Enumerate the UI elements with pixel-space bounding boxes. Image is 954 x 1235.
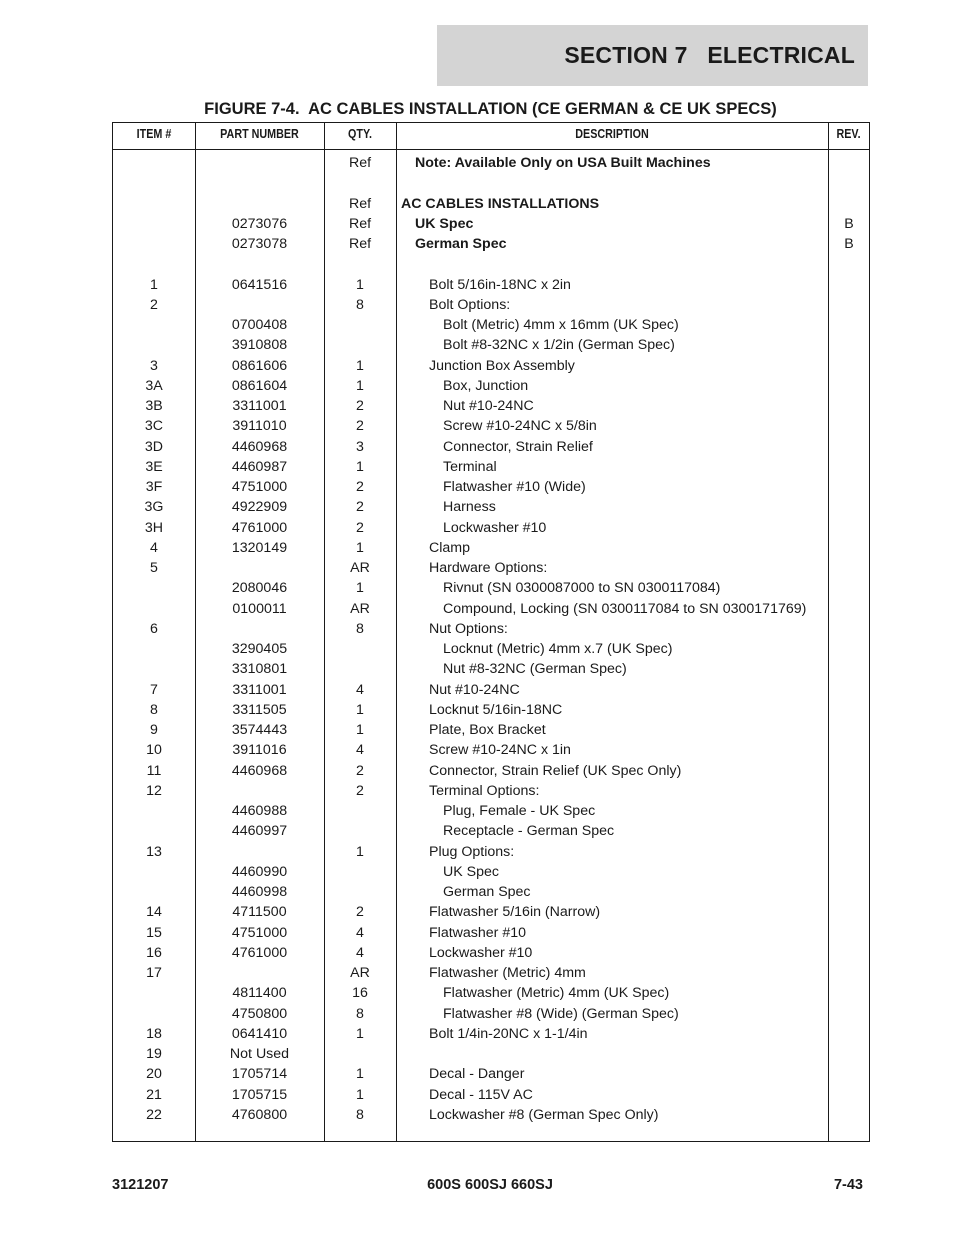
table-row [113, 214, 869, 234]
item-number-cell: 12 [146, 782, 162, 799]
table-row [113, 1024, 869, 1044]
quantity-cell: 2 [356, 479, 364, 495]
quantity-cell: 1 [356, 722, 364, 738]
description-cell: Decal - Danger [429, 1066, 525, 1083]
section-title: SECTION 7 ELECTRICAL [564, 42, 855, 68]
quantity-cell: 1 [356, 539, 364, 556]
table-row [113, 619, 869, 639]
quantity-cell: 2 [356, 904, 364, 921]
description-cell: Flatwasher (Metric) 4mm (UK Spec) [443, 985, 670, 1002]
item-number-cell: 3 [150, 357, 158, 374]
description-cell: Screw #10-24NC x 5/8in [443, 418, 597, 435]
item-number-cell: 3F [145, 479, 163, 495]
description-cell: Flatwasher #10 [429, 924, 526, 941]
quantity-cell: 2 [356, 519, 364, 536]
part-number-cell: 1320149 [231, 539, 288, 556]
description-cell: Nut Options: [429, 620, 508, 637]
description-cell: Flatwasher #8 (Wide) (German Spec) [443, 1005, 679, 1022]
table-row [113, 457, 869, 477]
item-number-cell: 15 [146, 924, 162, 941]
part-number-cell: 4760800 [231, 1106, 288, 1123]
part-number-cell: 3290405 [231, 641, 288, 657]
part-number-cell: 3311001 [232, 681, 287, 698]
description-cell: Terminal [443, 458, 497, 475]
quantity-cell: 1 [356, 580, 364, 597]
part-number-cell: 4751000 [231, 924, 288, 941]
model-numbers: 600S 600SJ 660SJ [427, 1177, 553, 1193]
table-row [113, 497, 869, 517]
part-number-cell: Not Used [229, 1046, 290, 1062]
header-rev: REV. [836, 127, 861, 141]
doc-number: 3121207 [112, 1177, 169, 1193]
revision-cell: B [844, 215, 854, 232]
part-number-cell: 3911016 [232, 742, 287, 759]
part-number-cell: 4460968 [231, 762, 288, 779]
quantity-cell: 4 [356, 924, 364, 941]
description-cell: Connector, Strain Relief (UK Spec Only) [429, 762, 682, 779]
table-row [113, 558, 869, 578]
description-cell: AC CABLES INSTALLATIONS [401, 195, 600, 212]
table-row [113, 1105, 869, 1125]
quantity-cell: 2 [356, 499, 364, 516]
table-row [113, 1044, 869, 1064]
item-number-cell: 11 [146, 762, 162, 779]
description-cell: Box, Junction [443, 377, 529, 394]
quantity-cell: 16 [352, 985, 368, 1002]
description-cell: Lockwasher #8 (German Spec Only) [429, 1106, 659, 1123]
table-row [113, 761, 869, 781]
description-cell: Bolt #8-32NC x 1/2in (German Spec) [443, 337, 675, 354]
item-number-cell: 5 [150, 560, 158, 576]
part-number-cell: 4761000 [231, 519, 288, 536]
part-number-cell: 0273076 [231, 215, 288, 232]
table-row [113, 680, 869, 700]
part-number-cell: 3574443 [231, 722, 288, 738]
description-cell: Compound, Locking (SN 0300117084 to SN 0300171769) [443, 600, 807, 617]
description-cell: Note: Available Only on USA Built Machines [415, 155, 711, 171]
quantity-cell: 8 [356, 1106, 364, 1123]
part-number-cell: 4751000 [231, 479, 288, 495]
description-cell: German Spec [415, 236, 507, 252]
item-number-cell: 17 [146, 965, 162, 981]
item-number-cell: 3H [144, 519, 164, 536]
description-cell: Hardware Options: [429, 560, 548, 576]
table-row [113, 599, 869, 619]
part-number-cell: 4750800 [231, 1005, 288, 1022]
quantity-cell: Ref [348, 155, 372, 171]
section-banner [437, 25, 868, 86]
table-row [113, 396, 869, 416]
part-number-cell: 4460990 [231, 863, 288, 880]
table-row [113, 801, 869, 821]
item-number-cell: 10 [146, 742, 162, 759]
table-row [113, 477, 869, 497]
quantity-cell: 2 [356, 762, 364, 779]
item-number-cell: 3B [145, 398, 163, 414]
table-row [113, 275, 869, 295]
description-cell: Bolt 5/16in-18NC x 2in [429, 276, 571, 293]
item-number-cell: 3A [145, 377, 163, 394]
page-number: 7-43 [833, 1177, 863, 1193]
table-row [113, 943, 869, 963]
item-number-cell: 6 [150, 620, 158, 637]
description-cell: Clamp [429, 539, 470, 556]
description-cell: UK Spec [443, 863, 499, 880]
item-number-cell: 13 [146, 843, 162, 860]
item-number-cell: 18 [146, 1025, 162, 1042]
description-cell: Locknut (Metric) 4mm x.7 (UK Spec) [443, 641, 673, 657]
item-number-cell: 9 [150, 722, 158, 738]
table-row [113, 153, 869, 173]
item-number-cell: 14 [146, 904, 162, 921]
description-cell: UK Spec [415, 215, 474, 232]
quantity-cell: 4 [356, 681, 364, 698]
quantity-cell: 1 [356, 276, 364, 293]
part-number-cell: 0641516 [231, 276, 288, 293]
description-cell: Flatwasher #10 (Wide) [443, 479, 586, 495]
table-row [113, 538, 869, 558]
item-number-cell: 19 [146, 1046, 162, 1062]
part-number-cell: 4460988 [231, 803, 288, 819]
figure-title: FIGURE 7-4. AC CABLES INSTALLATION (CE GERMAN & CE UK SPECS) [204, 100, 777, 118]
part-number-cell: 0100011 [232, 600, 287, 617]
table-row [113, 335, 869, 355]
table-row [113, 295, 869, 315]
item-number-cell: 20 [146, 1066, 162, 1083]
table-row [113, 862, 869, 882]
part-number-cell: 3911010 [232, 418, 287, 435]
parts-table [112, 122, 870, 1142]
quantity-cell: 1 [356, 843, 364, 860]
item-number-cell: 2 [150, 296, 158, 313]
description-cell: Nut #8-32NC (German Spec) [443, 661, 627, 678]
item-number-cell: 22 [146, 1106, 162, 1123]
part-number-cell: 3311001 [232, 398, 287, 414]
description-cell: Lockwasher #10 [443, 519, 547, 536]
quantity-cell: 4 [356, 742, 364, 759]
table-row [113, 963, 869, 983]
part-number-cell: 4460998 [231, 884, 288, 900]
table-row [113, 781, 869, 801]
part-number-cell: 3310801 [231, 661, 288, 678]
description-cell: Bolt (Metric) 4mm x 16mm (UK Spec) [443, 317, 679, 333]
quantity-cell: 2 [356, 418, 364, 435]
quantity-cell: Ref [348, 236, 372, 252]
table-row [113, 882, 869, 902]
description-cell: Connector, Strain Relief [443, 438, 593, 455]
table-row [113, 659, 869, 679]
table-row [113, 518, 869, 538]
description-cell: Plug Options: [429, 843, 515, 860]
quantity-cell: 2 [356, 398, 364, 414]
table-row [113, 923, 869, 943]
header-part-number: PART NUMBER [220, 127, 299, 141]
table-row [113, 700, 869, 720]
table-row [113, 842, 869, 862]
part-number-cell: 4711500 [232, 904, 287, 921]
table-row [113, 254, 869, 274]
description-cell: Bolt 1/4in-20NC x 1-1/4in [429, 1025, 588, 1042]
quantity-cell: 1 [356, 357, 364, 374]
quantity-cell: 8 [356, 296, 364, 313]
quantity-cell: 1 [356, 701, 364, 718]
header-qty: QTY. [348, 127, 372, 141]
header-item: ITEM # [136, 127, 172, 141]
description-cell: Harness [443, 499, 496, 516]
part-number-cell: 4922909 [231, 499, 288, 516]
table-row [113, 376, 869, 396]
description-cell: Plate, Box Bracket [429, 722, 546, 738]
item-number-cell: 21 [146, 1086, 162, 1103]
table-row [113, 194, 869, 214]
part-number-cell: 4460968 [231, 438, 288, 455]
quantity-cell: 8 [356, 1005, 364, 1022]
description-cell: Nut #10-24NC [429, 681, 520, 698]
description-cell: Lockwasher #10 [429, 944, 533, 961]
revision-cell: B [844, 236, 854, 252]
table-row [113, 416, 869, 436]
part-number-cell: 4460987 [231, 458, 288, 475]
part-number-cell: 1705715 [231, 1086, 288, 1103]
table-row [113, 639, 869, 659]
table-row [113, 902, 869, 922]
quantity-cell: 1 [356, 1086, 364, 1103]
table-row [113, 234, 869, 254]
table-row [113, 315, 869, 335]
description-cell: German Spec [443, 884, 531, 900]
quantity-cell: 1 [356, 377, 364, 394]
item-number-cell: 3D [144, 438, 164, 455]
quantity-cell: AR [350, 965, 370, 981]
description-cell: Rivnut (SN 0300087000 to SN 0300117084) [443, 580, 721, 597]
description-cell: Flatwasher 5/16in (Narrow) [429, 904, 601, 921]
part-number-cell: 0861606 [231, 357, 288, 374]
quantity-cell: Ref [348, 215, 372, 232]
quantity-cell: AR [350, 560, 370, 576]
quantity-cell: 1 [356, 1025, 364, 1042]
description-cell: Nut #10-24NC [443, 398, 534, 414]
table-row [113, 821, 869, 841]
table-header [113, 123, 869, 150]
table-row [113, 578, 869, 598]
part-number-cell: 3311505 [232, 701, 287, 718]
item-number-cell: 3E [145, 458, 163, 475]
part-number-cell: 4761000 [231, 944, 288, 961]
description-cell: Screw #10-24NC x 1in [429, 742, 571, 759]
item-number-cell: 4 [150, 539, 158, 556]
quantity-cell: 4 [356, 944, 364, 961]
part-number-cell: 0641410 [231, 1025, 288, 1042]
description-cell: Bolt Options: [429, 296, 511, 313]
table-row [113, 356, 869, 376]
table-row [113, 720, 869, 740]
quantity-cell: 8 [356, 620, 364, 637]
table-body [113, 153, 869, 1125]
description-cell: Terminal Options: [429, 782, 540, 799]
table-row [113, 437, 869, 457]
quantity-cell: 1 [356, 458, 364, 475]
part-number-cell: 4460997 [231, 823, 288, 840]
quantity-cell: Ref [348, 195, 372, 212]
table-row [113, 173, 869, 193]
description-cell: Plug, Female - UK Spec [443, 803, 596, 819]
table-row [113, 983, 869, 1003]
quantity-cell: 1 [356, 1066, 364, 1083]
item-number-cell: 1 [150, 276, 158, 293]
quantity-cell: 3 [356, 438, 364, 455]
quantity-cell: AR [350, 600, 370, 617]
part-number-cell: 1705714 [231, 1066, 288, 1083]
part-number-cell: 4811400 [232, 985, 287, 1002]
description-cell: Receptacle - German Spec [443, 823, 615, 840]
table-row [113, 1085, 869, 1105]
part-number-cell: 2080046 [231, 580, 288, 597]
description-cell: Locknut 5/16in-18NC [429, 701, 563, 718]
item-number-cell: 16 [146, 944, 162, 961]
part-number-cell: 3910808 [231, 337, 288, 354]
part-number-cell: 0861604 [231, 377, 288, 394]
part-number-cell: 0273078 [231, 236, 288, 252]
table-row [113, 1004, 869, 1024]
item-number-cell: 3G [144, 499, 164, 516]
item-number-cell: 3C [144, 418, 164, 435]
description-cell: Decal - 115V AC [429, 1086, 533, 1103]
part-number-cell: 0700408 [231, 317, 288, 333]
description-cell: Flatwasher (Metric) 4mm [429, 965, 586, 981]
table-row [113, 740, 869, 760]
item-number-cell: 8 [150, 701, 158, 718]
table-row [113, 1064, 869, 1084]
description-cell: Junction Box Assembly [429, 357, 575, 374]
quantity-cell: 2 [356, 782, 364, 799]
header-description: DESCRIPTION [575, 127, 649, 141]
item-number-cell: 7 [150, 681, 158, 698]
